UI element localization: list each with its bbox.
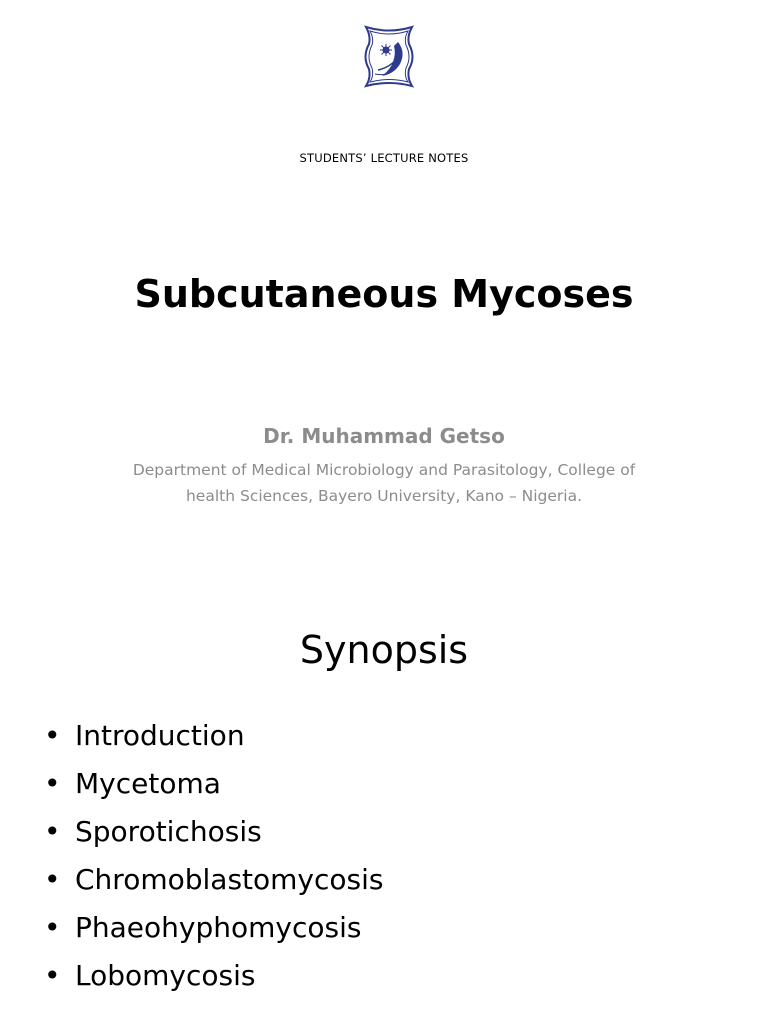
list-item-label: Sporotichosis: [75, 815, 262, 848]
list-item-label: Introduction: [75, 719, 245, 752]
synopsis-list: [44, 712, 383, 1000]
author-affiliation: [114, 457, 654, 509]
list-item: [44, 952, 383, 1000]
bullet-icon: •: [44, 911, 61, 944]
bullet-icon: •: [44, 815, 61, 848]
affiliation-line-2: health Sciences, Bayero University, Kano – Nigeria.: [185, 487, 582, 505]
synopsis-title: Synopsis: [299, 628, 469, 672]
bullet-icon: •: [44, 863, 61, 896]
list-item-label: Lobomycosis: [75, 959, 256, 992]
university-crest-icon: [360, 24, 418, 90]
lecture-notes-label: STUDENTS’ LECTURE NOTES: [299, 151, 469, 165]
synopsis-slide: [0, 560, 768, 1024]
list-item: [44, 712, 383, 760]
bullet-icon: •: [44, 767, 61, 800]
list-item-label: Chromoblastomycosis: [75, 863, 384, 896]
affiliation-line-1: Department of Medical Microbiology and Parasitology, College of: [132, 461, 636, 479]
list-item: [44, 760, 383, 808]
bullet-icon: •: [44, 719, 61, 752]
bullet-icon: •: [44, 959, 61, 992]
slide-title: Subcutaneous Mycoses: [134, 272, 634, 316]
author-name: Dr. Muhammad Getso: [263, 424, 505, 448]
list-item: [44, 808, 383, 856]
list-item: [44, 856, 383, 904]
list-item: [44, 904, 383, 952]
list-item-label: Mycetoma: [75, 767, 221, 800]
list-item-label: Phaeohyphomycosis: [75, 911, 362, 944]
